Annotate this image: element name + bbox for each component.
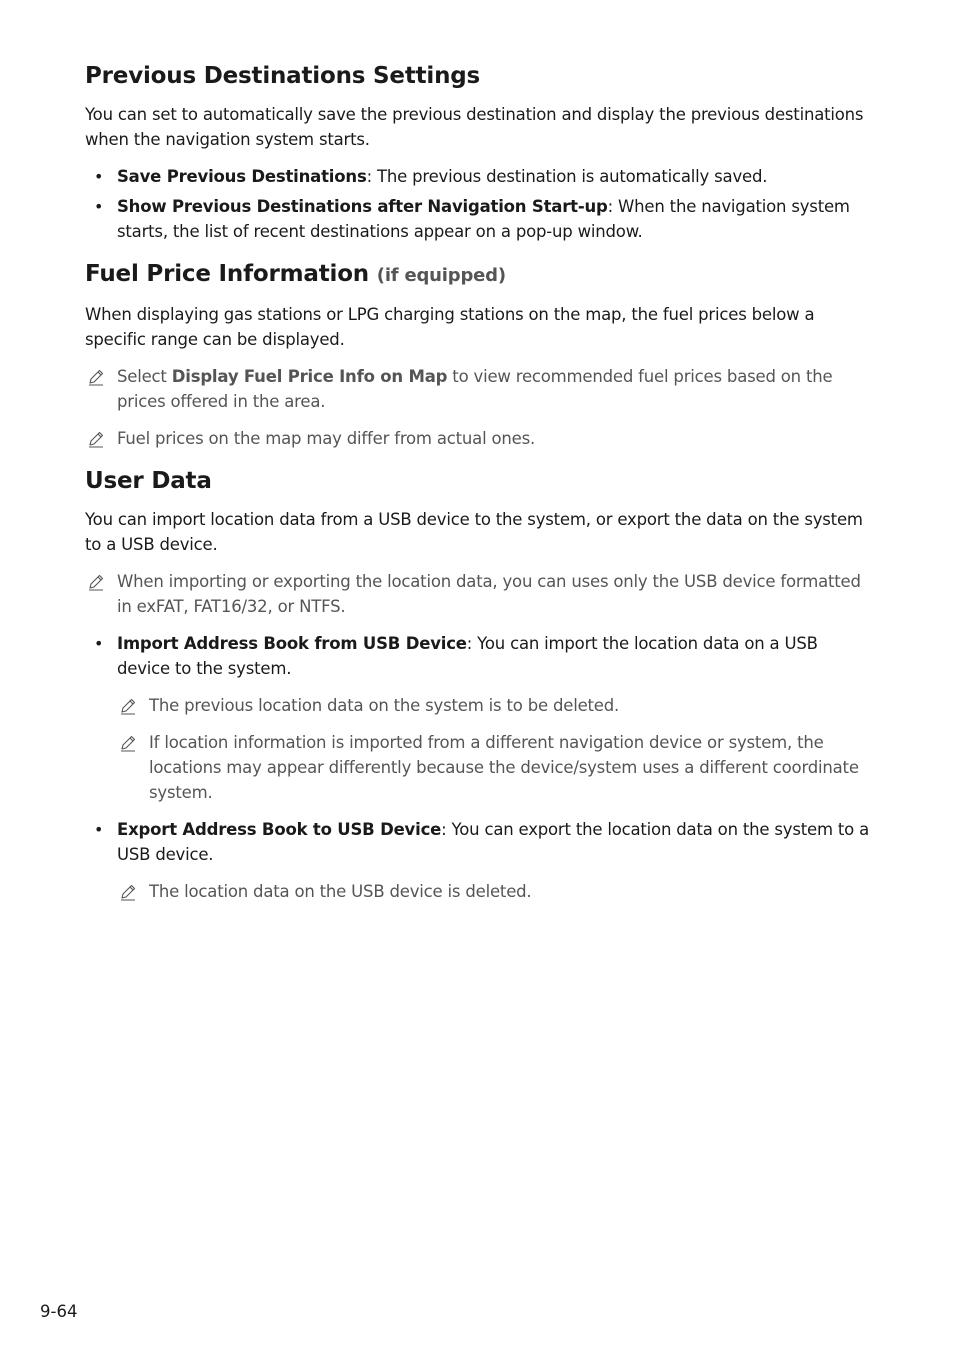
item-term: Export Address Book to USB Device	[117, 820, 442, 839]
note	[117, 693, 875, 718]
bullet-list	[85, 631, 875, 681]
note-term: Display Fuel Price Info on Map	[171, 367, 448, 386]
note	[117, 879, 875, 904]
note	[85, 426, 875, 451]
item-term: Show Previous Destinations after Navigation Start-up	[117, 197, 608, 216]
section-user-data	[85, 465, 875, 904]
list-item	[85, 164, 875, 189]
note-text: If location information is imported from a different navigation device or system, the locations may appear differently because the device/system uses a different coordinate system.	[149, 733, 859, 802]
bullet-dot: •	[94, 820, 104, 839]
section-intro: You can import location data from a USB device to the system, or export the data on the system to a USB device.	[85, 510, 863, 554]
item-desc: : When the navigation system starts, the list of recent destinations appear on a pop-up window.	[117, 197, 850, 241]
page-content	[85, 60, 875, 918]
item-desc: : You can export the location data on the system to a USB device.	[117, 820, 870, 864]
note-text: Fuel prices on the map may differ from actual ones.	[117, 429, 536, 448]
section-title: User Data	[85, 468, 212, 494]
equipped-qualifier: (if equipped)	[376, 265, 506, 286]
pencil-icon	[119, 697, 137, 715]
bullet-dot: •	[94, 197, 104, 216]
pencil-icon	[87, 368, 105, 386]
item-desc: : The previous destination is automatically saved.	[366, 167, 768, 186]
note-text-pre: Select	[117, 367, 172, 386]
section-title: Previous Destinations Settings	[85, 63, 481, 89]
section-previous-destinations	[85, 60, 875, 244]
note-text-post: to view recommended fuel prices based on the prices offered in the area.	[117, 367, 833, 411]
section-title	[85, 258, 875, 292]
item-desc: : You can import the location data on a USB device to the system.	[117, 634, 818, 678]
pencil-icon	[87, 573, 105, 591]
import-notes	[117, 693, 875, 805]
bullet-dot: •	[94, 167, 104, 186]
pencil-icon	[119, 734, 137, 752]
list-item	[85, 194, 875, 244]
note-text: The location data on the USB device is deleted.	[149, 882, 532, 901]
section-fuel-price	[85, 258, 875, 451]
note	[117, 730, 875, 805]
item-term: Import Address Book from USB Device	[117, 634, 467, 653]
note	[85, 569, 875, 619]
note-text: When importing or exporting the location data, you can uses only the USB device formatted in exFAT, FAT16/32, or NTFS.	[117, 572, 861, 616]
pencil-icon	[87, 430, 105, 448]
page-number: 9-64	[40, 1302, 78, 1321]
item-term: Save Previous Destinations	[117, 167, 367, 186]
export-notes	[117, 879, 875, 904]
section-intro: You can set to automatically save the previous destination and display the previous destinations when the navigation system starts.	[85, 105, 864, 149]
list-item	[85, 817, 875, 867]
bullet-dot: •	[94, 634, 104, 653]
bullet-list	[85, 164, 875, 244]
section-intro: When displaying gas stations or LPG charging stations on the map, the fuel prices below a specific range can be displayed.	[85, 305, 815, 349]
bullet-list	[85, 817, 875, 867]
list-item	[85, 631, 875, 681]
section-title-text: Fuel Price Information	[85, 261, 369, 287]
note	[85, 364, 875, 414]
pencil-icon	[119, 883, 137, 901]
note-text: The previous location data on the system is to be deleted.	[149, 696, 620, 715]
